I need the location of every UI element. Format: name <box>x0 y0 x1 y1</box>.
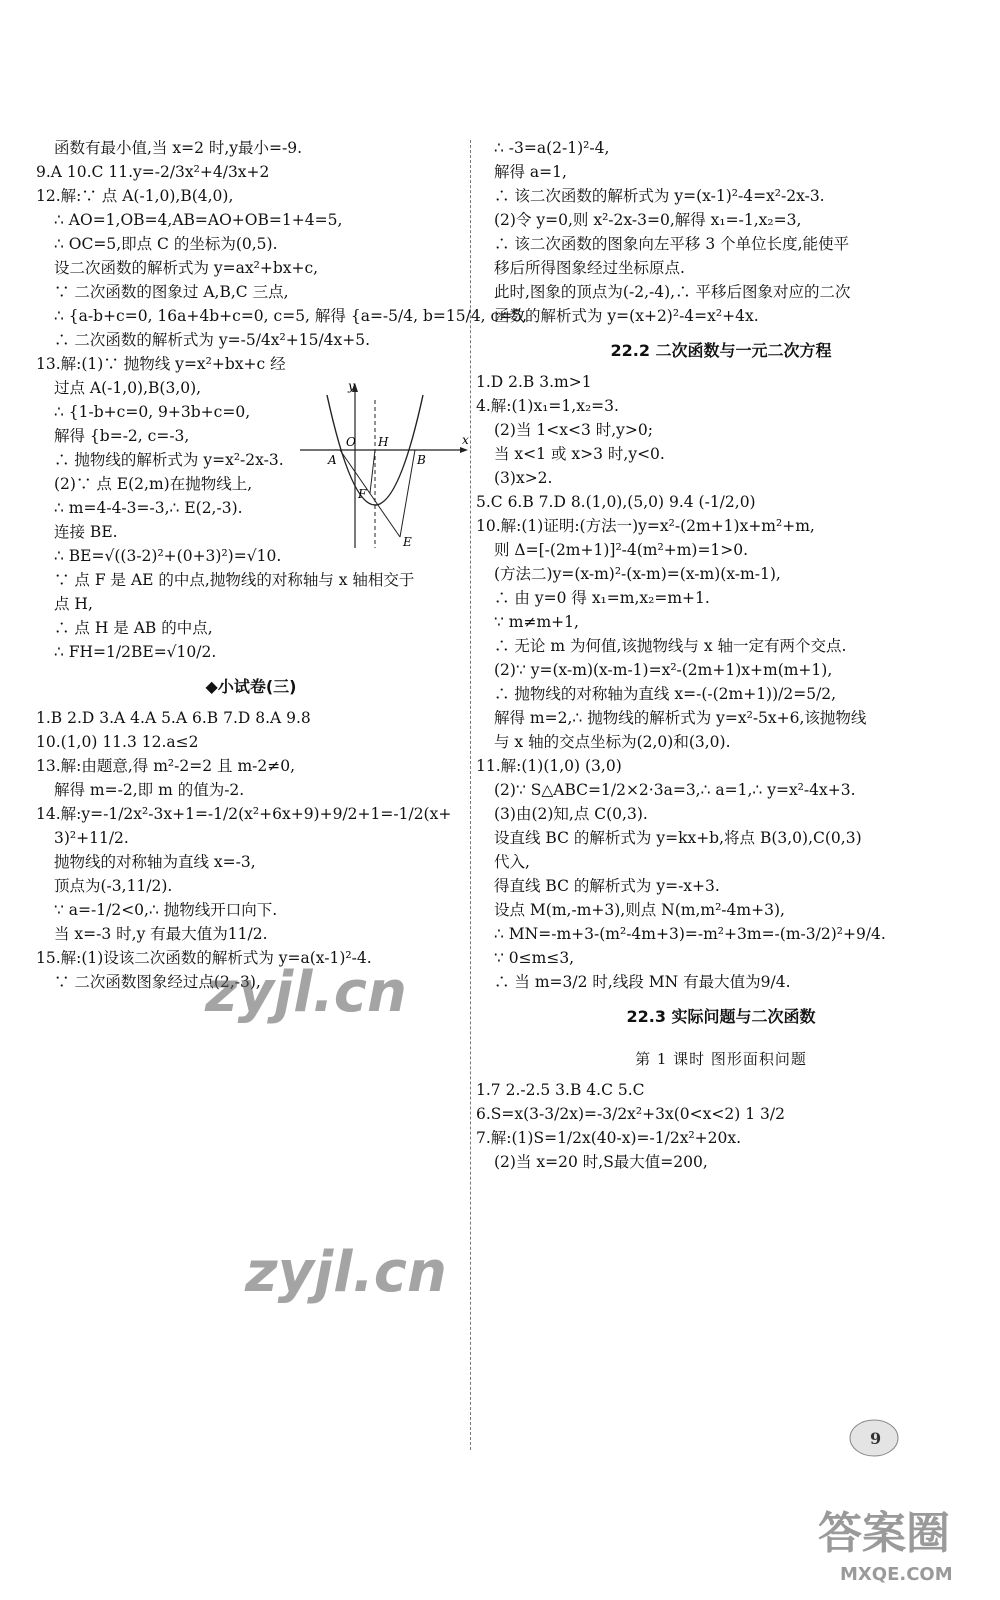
right-text-line: ∴ MN=-m+3-(m²-4m+3)=-m²+3m=-(m-3/2)²+9/4. <box>494 925 886 943</box>
left-text-line: ∵ 点 F 是 AE 的中点,抛物线的对称轴与 x 轴相交于 <box>54 571 415 589</box>
right-text-line: 6.S=x(3-3/2x)=-3/2x²+3x(0<x<2) 1 3/2 <box>476 1105 785 1123</box>
right-text-line: (2)令 y=0,则 x²-2x-3=0,解得 x₁=-1,x₂=3, <box>494 211 802 229</box>
right-text-line: ∵ m≠m+1, <box>494 613 579 631</box>
right-text-line: 移后所得图象经过坐标原点. <box>494 259 685 277</box>
right-text-line: 1.D 2.B 3.m>1 <box>476 373 592 391</box>
left-text-line: ∴ 点 H 是 AB 的中点, <box>54 619 213 637</box>
right-text-line: 解得 m=2,∴ 抛物线的解析式为 y=x²-5x+6,该抛物线 <box>494 709 867 727</box>
right-text-line: 解得 a=1, <box>494 163 567 181</box>
right-text-line: 设直线 BC 的解析式为 y=kx+b,将点 B(3,0),C(0,3) <box>494 829 862 847</box>
label-A: A <box>328 453 337 467</box>
left-text-line: 15.解:(1)设该二次函数的解析式为 y=a(x-1)²-4. <box>36 949 372 967</box>
label-F: F <box>358 487 367 501</box>
right-text-line: 设点 M(m,-m+3),则点 N(m,m²-4m+3), <box>494 901 785 919</box>
right-text-line: ∴ 由 y=0 得 x₁=m,x₂=m+1. <box>494 589 710 607</box>
left-text-line: 13.解:(1)∵ 抛物线 y=x²+bx+c 经 <box>36 355 286 373</box>
label-x: x <box>462 433 469 447</box>
left-text-line: 解得 m=-2,即 m 的值为-2. <box>54 781 245 799</box>
left-text-line: ∴ 抛物线的解析式为 y=x²-2x-3. <box>54 451 284 469</box>
right-text-line: 5.C 6.B 7.D 8.(1,0),(5,0) 9.4 (-1/2,0) <box>476 493 756 511</box>
watermark-2: zyjl.cn <box>245 1240 447 1305</box>
right-text-line: (2)当 x=20 时,S最大值=200, <box>494 1153 708 1171</box>
site-logo <box>810 1492 980 1592</box>
right-text-line: ∴ -3=a(2-1)²-4, <box>494 139 610 157</box>
right-text-line: (2)∵ y=(x-m)(x-m-1)=x²-(2m+1)x+m(m+1), <box>494 661 833 679</box>
left-text-line: 3)²+11/2. <box>54 829 129 847</box>
left-text-line: ∴ AO=1,OB=4,AB=AO+OB=1+4=5, <box>54 211 343 229</box>
right-text-line: 7.解:(1)S=1/2x(40-x)=-1/2x²+20x. <box>476 1129 742 1147</box>
left-text-line: 点 H, <box>54 595 93 613</box>
right-text-line: 第 1 课时 图形面积问题 <box>635 1050 807 1068</box>
left-text-line: 解得 {b=-2, c=-3, <box>54 427 190 445</box>
logo-text: 答案圈 <box>818 1508 950 1559</box>
left-text-line: ∵ 二次函数的图象过 A,B,C 三点, <box>54 283 289 301</box>
left-text-line: 函数有最小值,当 x=2 时,y最小=-9. <box>54 139 303 157</box>
watermark-1: zyjl.cn <box>205 960 407 1025</box>
page-number-badge <box>842 1412 912 1462</box>
right-text-line: ∴ 该二次函数的解析式为 y=(x-1)²-4=x²-2x-3. <box>494 187 825 205</box>
right-text-line: ∴ 抛物线的对称轴为直线 x=-(-(2m+1))/2=5/2, <box>494 685 837 703</box>
label-y: y <box>348 380 355 393</box>
left-text-line: 过点 A(-1,0),B(3,0), <box>54 379 202 397</box>
x-axis-arrow <box>460 447 468 453</box>
right-text-line: (2)∵ S△ABC=1/2×2·3a=3,∴ a=1,∴ y=x²-4x+3. <box>494 781 856 799</box>
right-text-line: 代入, <box>494 853 530 871</box>
right-text-line: 函数的解析式为 y=(x+2)²-4=x²+4x. <box>494 307 759 325</box>
label-E: E <box>403 535 412 549</box>
left-text-line: 14.解:y=-1/2x²-3x+1=-1/2(x²+6x+9)+9/2+1=-1/2(x+ <box>36 805 452 823</box>
right-text-line: ∵ 0≤m≤3, <box>494 949 575 967</box>
right-text-line: ∴ 该二次函数的图象向左平移 3 个单位长度,能使平 <box>494 235 850 253</box>
right-column <box>476 138 966 1176</box>
left-text-line: 顶点为(-3,11/2). <box>54 877 173 895</box>
left-text-line: 连接 BE. <box>54 523 118 541</box>
label-O: O <box>346 435 356 449</box>
right-text-line: ∴ 当 m=3/2 时,线段 MN 有最大值为9/4. <box>494 973 791 991</box>
right-text-line: 22.2 二次函数与一元二次方程 <box>610 341 832 360</box>
right-text-line: 11.解:(1)(1,0) (3,0) <box>476 757 622 775</box>
label-H: H <box>378 435 389 449</box>
right-text-line: 1.7 2.-2.5 3.B 4.C 5.C <box>476 1081 645 1099</box>
left-text-line: ◆小试卷(三) <box>205 677 297 696</box>
logo-url: MXQE.COM <box>840 1564 953 1585</box>
left-text-line: 抛物线的对称轴为直线 x=-3, <box>54 853 256 871</box>
segment-FH <box>370 450 375 493</box>
left-text-line: ∴ {a-b+c=0, 16a+4b+c=0, c=5, 解得 {a=-5/4, b=15/4, c=5, <box>54 307 527 325</box>
label-B: B <box>417 453 426 467</box>
right-text-line: 得直线 BC 的解析式为 y=-x+3. <box>494 877 720 895</box>
segment-BE <box>400 450 415 537</box>
page-number: 9 <box>870 1429 882 1448</box>
left-text-line: 1.B 2.D 3.A 4.A 5.A 6.B 7.D 8.A 9.8 <box>36 709 311 727</box>
left-text-line: ∴ FH=1/2BE=√10/2. <box>54 643 217 661</box>
left-text-line: ∴ 二次函数的解析式为 y=-5/4x²+15/4x+5. <box>54 331 371 349</box>
left-text-line: ∵ a=-1/2<0,∴ 抛物线开口向下. <box>54 901 278 919</box>
left-text-line: 设二次函数的解析式为 y=ax²+bx+c, <box>54 259 319 277</box>
right-text-line: 与 x 轴的交点坐标为(2,0)和(3,0). <box>494 733 731 751</box>
right-text-line: 4.解:(1)x₁=1,x₂=3. <box>476 397 619 415</box>
left-text-line: 当 x=-3 时,y 有最大值为11/2. <box>54 925 268 943</box>
right-text-line: 10.解:(1)证明:(方法一)y=x²-(2m+1)x+m²+m, <box>476 517 815 535</box>
left-text-line: (2)∵ 点 E(2,m)在抛物线上, <box>54 475 253 493</box>
left-text-line: 10.(1,0) 11.3 12.a≤2 <box>36 733 199 751</box>
right-text-line: (2)当 1<x<3 时,y>0; <box>494 421 654 439</box>
left-text-line: ∴ m=4-4-3=-3,∴ E(2,-3). <box>54 499 243 517</box>
left-text-line: ∵ 二次函数图象经过点(2,-3), <box>54 973 261 991</box>
left-text-line: ∴ OC=5,即点 C 的坐标为(0,5). <box>54 235 278 253</box>
right-text-line: 则 Δ=[-(2m+1)]²-4(m²+m)=1>0. <box>494 541 749 559</box>
left-text-line: ∴ BE=√((3-2)²+(0+3)²)=√10. <box>54 547 282 565</box>
left-text-line: 13.解:由题意,得 m²-2=2 且 m-2≠0, <box>36 757 296 775</box>
left-text-line: 12.解:∵ 点 A(-1,0),B(4,0), <box>36 187 234 205</box>
right-text-line: 当 x<1 或 x>3 时,y<0. <box>494 445 665 463</box>
right-text-line: 此时,图象的顶点为(-2,-4),∴ 平移后图象对应的二次 <box>494 283 851 301</box>
left-text-line: 9.A 10.C 11.y=-2/3x²+4/3x+2 <box>36 163 270 181</box>
right-text-line: (方法二)y=(x-m)²-(x-m)=(x-m)(x-m-1), <box>494 565 781 583</box>
right-text-line: ∴ 无论 m 为何值,该抛物线与 x 轴一定有两个交点. <box>494 637 847 655</box>
column-divider <box>470 140 471 1450</box>
right-text-line: 22.3 实际问题与二次函数 <box>626 1007 816 1026</box>
right-text-line: (3)由(2)知,点 C(0,3). <box>494 805 648 823</box>
right-text-line: (3)x>2. <box>494 469 553 487</box>
left-text-line: ∴ {1-b+c=0, 9+3b+c=0, <box>54 403 251 421</box>
parabola-graph <box>300 380 470 550</box>
